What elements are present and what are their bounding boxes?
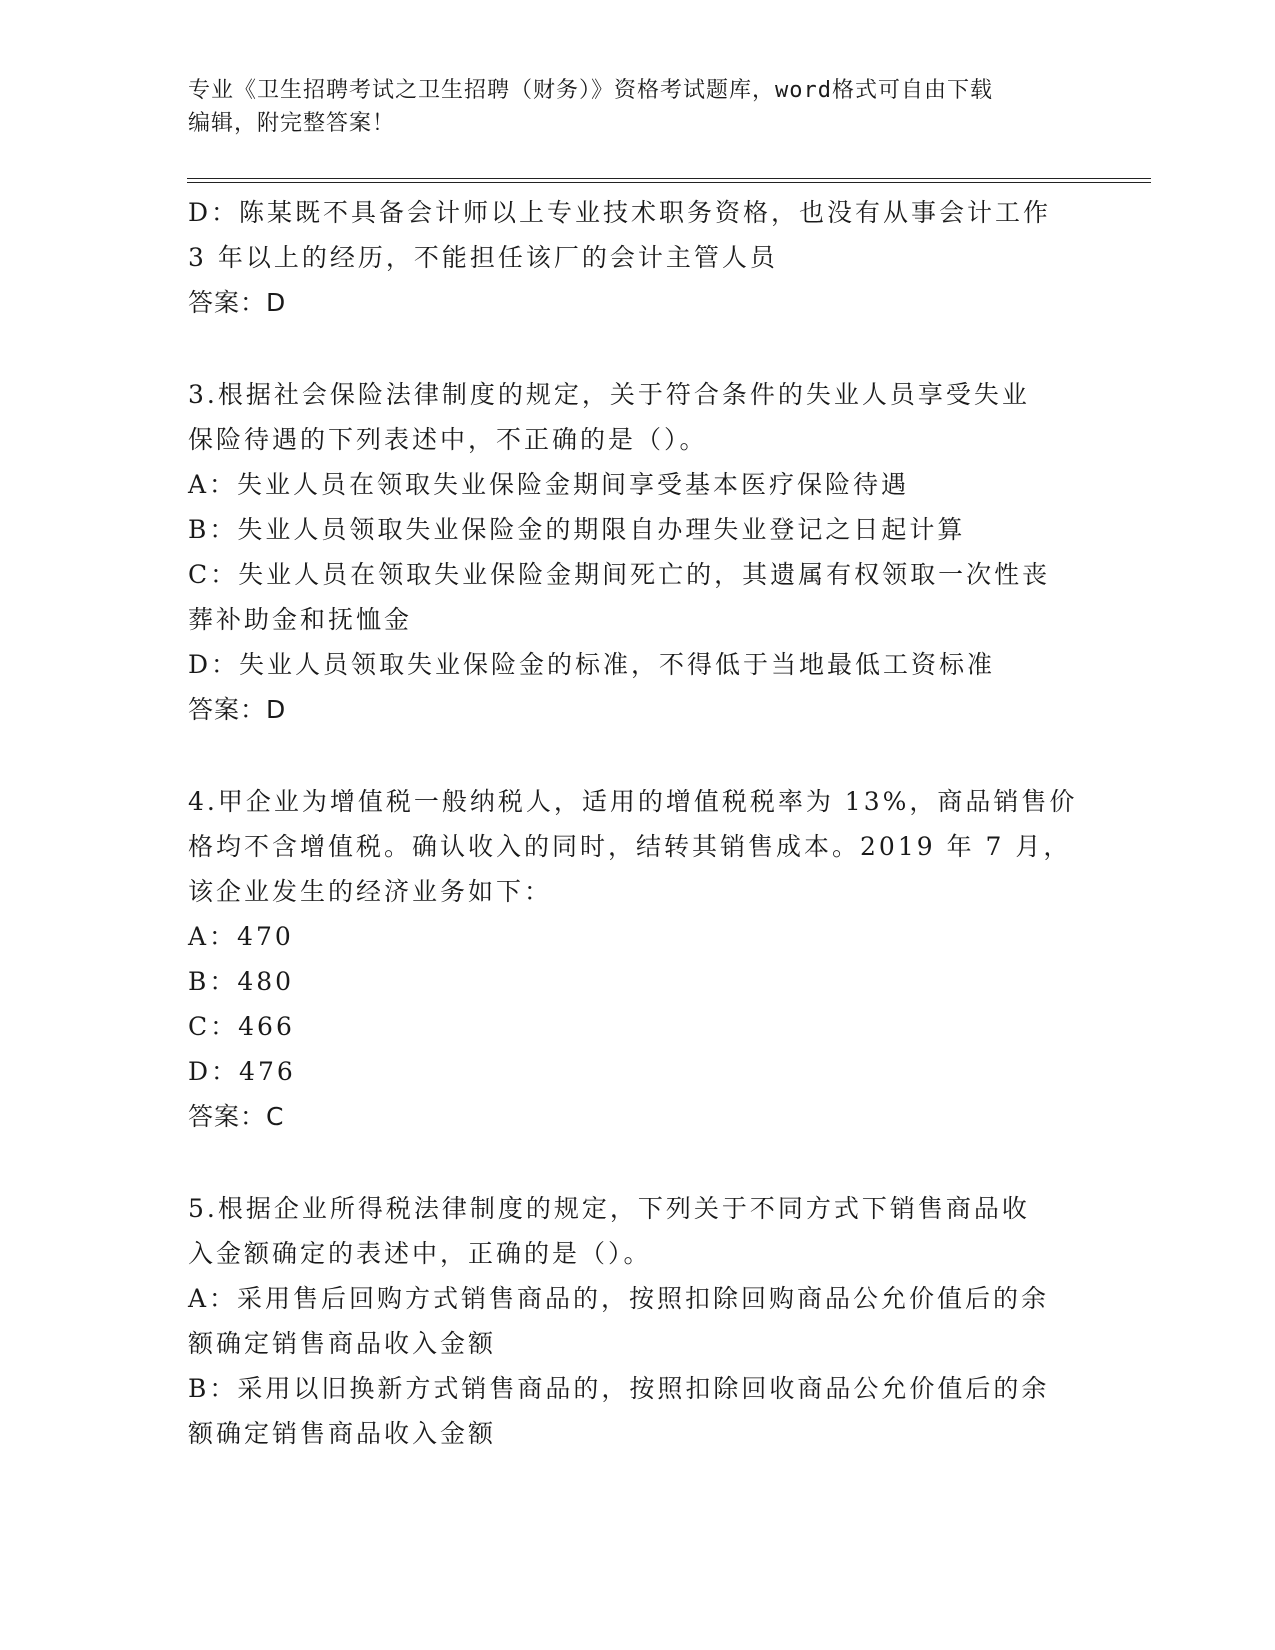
question-stem-line-2: 保险待遇的下列表述中，不正确的是（）。 — [188, 425, 708, 454]
option-d: D：476 — [188, 1057, 296, 1086]
page-header — [188, 74, 1088, 140]
option-b: B：480 — [188, 967, 295, 996]
header-divider-bottom — [187, 182, 1151, 183]
answer-label: 答案：D — [188, 288, 287, 317]
question-spacer — [188, 325, 1128, 372]
option-c-line-2: 葬补助金和抚恤金 — [188, 605, 413, 634]
header-divider-top — [187, 178, 1151, 179]
option-d-line-2: 3 年以上的经历，不能担任该厂的会计主管人员 — [188, 243, 778, 272]
option-a: A：失业人员在领取失业保险金期间享受基本医疗保险待遇 — [188, 470, 910, 499]
question-3 — [188, 372, 1128, 732]
question-4 — [188, 779, 1128, 1139]
option-b-line-1: B：采用以旧换新方式销售商品的，按照扣除回收商品公允价值后的余 — [188, 1374, 1050, 1403]
option-a-line-1: A：采用售后回购方式销售商品的，按照扣除回购商品公允价值后的余 — [188, 1284, 1050, 1313]
option-d-line-1: D：陈某既不具备会计师以上专业技术职务资格，也没有从事会计工作 — [188, 198, 1052, 227]
question-content — [188, 190, 1128, 1456]
question-spacer — [188, 1139, 1128, 1186]
option-b-line-2: 额确定销售商品收入金额 — [188, 1419, 497, 1448]
question-stem-line-1: 5.根据企业所得税法律制度的规定，下列关于不同方式下销售商品收 — [188, 1194, 1030, 1223]
option-c-line-1: C：失业人员在领取失业保险金期间死亡的，其遗属有权领取一次性丧 — [188, 560, 1051, 589]
option-d: D：失业人员领取失业保险金的标准，不得低于当地最低工资标准 — [188, 650, 996, 679]
question-2-tail — [188, 190, 1128, 325]
question-5 — [188, 1186, 1128, 1456]
header-title-line-2: 编辑，附完整答案！ — [188, 111, 396, 136]
option-b: B：失业人员领取失业保险金的期限自办理失业登记之日起计算 — [188, 515, 966, 544]
question-spacer — [188, 732, 1128, 779]
option-c: C：466 — [188, 1012, 295, 1041]
answer-label: 答案：C — [188, 1102, 285, 1131]
answer-label: 答案：D — [188, 695, 287, 724]
question-stem-line-2: 格均不含增值税。确认收入的同时，结转其销售成本。2019 年 7 月， — [188, 832, 1072, 861]
option-a: A：470 — [188, 922, 294, 951]
option-a-line-2: 额确定销售商品收入金额 — [188, 1329, 497, 1358]
question-stem-line-1: 4.甲企业为增值税一般纳税人，适用的增值税税率为 13%，商品销售价 — [188, 787, 1078, 816]
question-stem-line-2: 入金额确定的表述中，正确的是（）。 — [188, 1239, 652, 1268]
question-stem-line-1: 3.根据社会保险法律制度的规定，关于符合条件的失业人员享受失业 — [188, 380, 1030, 409]
header-title-line-1: 专业《卫生招聘考试之卫生招聘（财务）》资格考试题库，word格式可自由下载 — [188, 78, 993, 103]
question-stem-line-3: 该企业发生的经济业务如下： — [188, 877, 553, 906]
